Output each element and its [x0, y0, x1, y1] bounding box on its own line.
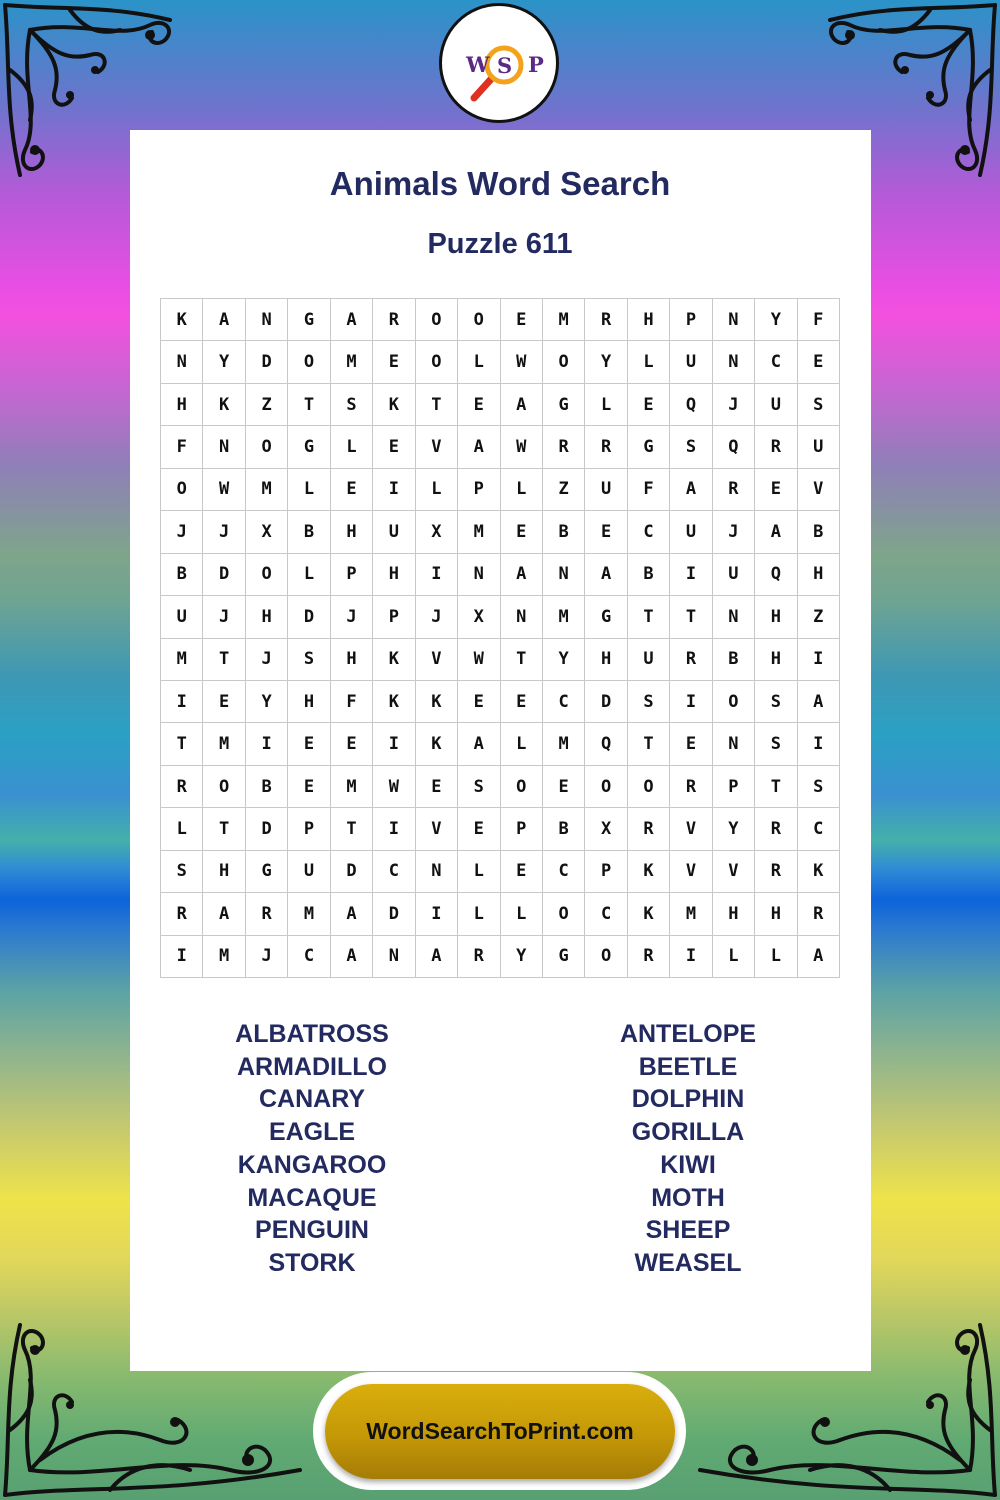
grid-cell[interactable]: S	[331, 384, 373, 426]
grid-cell[interactable]: E	[458, 681, 500, 723]
grid-cell[interactable]: H	[755, 596, 797, 638]
grid-cell[interactable]: I	[670, 554, 712, 596]
grid-cell[interactable]: Z	[246, 384, 288, 426]
grid-cell[interactable]: M	[203, 936, 245, 978]
grid-cell[interactable]: M	[543, 299, 585, 341]
grid-cell[interactable]: H	[755, 639, 797, 681]
grid-cell[interactable]: R	[755, 426, 797, 468]
grid-cell[interactable]: Q	[670, 384, 712, 426]
grid-cell[interactable]: D	[246, 341, 288, 383]
grid-cell[interactable]: E	[288, 723, 330, 765]
grid-cell[interactable]: J	[203, 511, 245, 553]
grid-cell[interactable]: T	[416, 384, 458, 426]
grid-cell[interactable]: M	[670, 893, 712, 935]
grid-cell[interactable]: M	[203, 723, 245, 765]
word-item: BEETLE	[638, 1052, 738, 1081]
grid-cell[interactable]: R	[628, 808, 670, 850]
grid-cell[interactable]: A	[331, 299, 373, 341]
grid-cell[interactable]: C	[798, 808, 840, 850]
grid-cell[interactable]: O	[501, 766, 543, 808]
grid-cell[interactable]: G	[246, 851, 288, 893]
grid-cell[interactable]: O	[543, 341, 585, 383]
grid-cell[interactable]: I	[670, 681, 712, 723]
grid-cell[interactable]: G	[628, 426, 670, 468]
page-title: Animals Word Search	[329, 165, 671, 202]
grid-cell[interactable]: U	[585, 469, 627, 511]
grid-cell[interactable]: R	[755, 808, 797, 850]
grid-cell[interactable]: L	[585, 384, 627, 426]
grid-cell[interactable]: T	[288, 384, 330, 426]
grid-cell[interactable]: P	[373, 596, 415, 638]
grid-cell[interactable]: O	[585, 766, 627, 808]
grid-cell[interactable]: A	[585, 554, 627, 596]
grid-cell[interactable]: M	[458, 511, 500, 553]
grid-cell[interactable]: E	[458, 808, 500, 850]
grid-cell[interactable]: W	[501, 341, 543, 383]
grid-cell[interactable]: F	[331, 681, 373, 723]
grid-cell[interactable]: S	[798, 766, 840, 808]
grid-cell[interactable]: B	[288, 511, 330, 553]
grid-cell[interactable]: R	[161, 766, 203, 808]
grid-cell[interactable]: I	[798, 723, 840, 765]
grid-cell[interactable]: J	[246, 639, 288, 681]
grid-cell[interactable]: B	[628, 554, 670, 596]
grid-cell[interactable]: M	[331, 766, 373, 808]
grid-cell[interactable]: B	[543, 808, 585, 850]
logo-letter-s: S	[497, 53, 513, 78]
grid-cell[interactable]: A	[501, 384, 543, 426]
grid-cell[interactable]: W	[203, 469, 245, 511]
grid-cell[interactable]: Q	[585, 723, 627, 765]
grid-cell[interactable]: M	[543, 596, 585, 638]
grid-cell[interactable]: C	[373, 851, 415, 893]
grid-cell[interactable]: Y	[246, 681, 288, 723]
grid-cell[interactable]: K	[373, 384, 415, 426]
grid-cell[interactable]: Y	[713, 808, 755, 850]
grid-cell[interactable]: K	[416, 723, 458, 765]
wsp-logo[interactable]	[439, 3, 559, 123]
grid-cell[interactable]: O	[458, 299, 500, 341]
word-item: EAGLE	[268, 1118, 356, 1147]
grid-cell[interactable]: O	[585, 936, 627, 978]
word-item: ANTELOPE	[619, 1020, 757, 1048]
grid-cell[interactable]: R	[458, 936, 500, 978]
grid-cell[interactable]: U	[755, 384, 797, 426]
grid-cell[interactable]: D	[246, 808, 288, 850]
grid-cell[interactable]: E	[501, 299, 543, 341]
grid-cell[interactable]: T	[331, 808, 373, 850]
grid-cell[interactable]: T	[628, 596, 670, 638]
grid-cell[interactable]: L	[331, 426, 373, 468]
word-item: WEASEL	[634, 1248, 742, 1277]
grid-cell[interactable]: I	[416, 554, 458, 596]
grid-cell[interactable]: O	[246, 426, 288, 468]
grid-cell[interactable]: O	[161, 469, 203, 511]
grid-cell[interactable]: N	[416, 851, 458, 893]
grid-cell[interactable]: N	[713, 341, 755, 383]
grid-cell[interactable]: P	[501, 808, 543, 850]
grid-cell[interactable]: P	[713, 766, 755, 808]
grid-cell[interactable]: A	[416, 936, 458, 978]
grid-cell[interactable]: Z	[798, 596, 840, 638]
grid-cell[interactable]: B	[246, 766, 288, 808]
grid-cell[interactable]: R	[713, 469, 755, 511]
grid-cell[interactable]: S	[670, 426, 712, 468]
grid-cell[interactable]: H	[331, 639, 373, 681]
magnifier-icon	[442, 6, 556, 120]
grid-cell[interactable]: C	[628, 511, 670, 553]
grid-cell[interactable]: X	[246, 511, 288, 553]
grid-cell[interactable]: S	[161, 851, 203, 893]
grid-cell[interactable]: H	[288, 681, 330, 723]
letter-grid[interactable]	[160, 298, 840, 978]
grid-cell[interactable]: M	[246, 469, 288, 511]
grid-cell[interactable]: C	[288, 936, 330, 978]
grid-cell[interactable]: M	[331, 341, 373, 383]
grid-cell[interactable]: L	[755, 936, 797, 978]
grid-cell[interactable]: U	[288, 851, 330, 893]
grid-cell[interactable]: E	[331, 469, 373, 511]
grid-cell[interactable]: E	[501, 511, 543, 553]
grid-cell[interactable]: L	[288, 469, 330, 511]
word-item: KANGAROO	[237, 1150, 387, 1179]
grid-cell[interactable]: N	[713, 596, 755, 638]
grid-cell[interactable]: A	[203, 299, 245, 341]
grid-cell[interactable]: W	[458, 639, 500, 681]
grid-cell[interactable]: E	[203, 681, 245, 723]
grid-cell[interactable]: P	[331, 554, 373, 596]
grid-cell[interactable]: H	[331, 511, 373, 553]
grid-cell[interactable]: Q	[713, 426, 755, 468]
word-list-left	[162, 1018, 462, 1280]
grid-cell[interactable]: Q	[755, 554, 797, 596]
grid-cell[interactable]: O	[288, 341, 330, 383]
grid-cell[interactable]: R	[585, 299, 627, 341]
grid-cell[interactable]: Y	[585, 341, 627, 383]
grid-cell[interactable]: K	[373, 681, 415, 723]
word-item: ALBATROSS	[235, 1020, 389, 1048]
grid-cell[interactable]: B	[713, 639, 755, 681]
grid-cell[interactable]: A	[501, 554, 543, 596]
grid-cell[interactable]: U	[161, 596, 203, 638]
grid-cell[interactable]: K	[161, 299, 203, 341]
grid-cell[interactable]: E	[501, 681, 543, 723]
grid-cell[interactable]: N	[458, 554, 500, 596]
grid-cell[interactable]: N	[161, 341, 203, 383]
grid-cell[interactable]: V	[713, 851, 755, 893]
grid-cell[interactable]: J	[161, 511, 203, 553]
grid-cell[interactable]: A	[331, 936, 373, 978]
grid-cell[interactable]: B	[161, 554, 203, 596]
grid-cell[interactable]: J	[416, 596, 458, 638]
grid-cell[interactable]: Y	[501, 936, 543, 978]
grid-cell[interactable]: H	[161, 384, 203, 426]
grid-cell[interactable]: O	[416, 299, 458, 341]
grid-cell[interactable]: I	[161, 936, 203, 978]
grid-cell[interactable]: U	[670, 511, 712, 553]
grid-cell[interactable]: R	[585, 426, 627, 468]
grid-cell[interactable]: Y	[203, 341, 245, 383]
grid-cell[interactable]: R	[755, 851, 797, 893]
grid-cell[interactable]: E	[458, 384, 500, 426]
grid-cell[interactable]: S	[288, 639, 330, 681]
grid-cell[interactable]: W	[501, 426, 543, 468]
word-item: MOTH	[651, 1183, 725, 1212]
grid-cell[interactable]: E	[585, 511, 627, 553]
grid-cell[interactable]: M	[543, 723, 585, 765]
site-link-button[interactable]	[325, 1384, 675, 1479]
grid-cell[interactable]: M	[288, 893, 330, 935]
grid-cell[interactable]: I	[798, 639, 840, 681]
grid-cell[interactable]: D	[331, 851, 373, 893]
grid-cell[interactable]: X	[416, 511, 458, 553]
grid-cell[interactable]: T	[203, 808, 245, 850]
grid-cell[interactable]: L	[458, 341, 500, 383]
grid-cell[interactable]: G	[543, 384, 585, 426]
grid-cell[interactable]: K	[798, 851, 840, 893]
grid-cell[interactable]: U	[373, 511, 415, 553]
grid-cell[interactable]: A	[203, 893, 245, 935]
grid-cell[interactable]: T	[203, 639, 245, 681]
grid-cell[interactable]: A	[458, 426, 500, 468]
grid-cell[interactable]: I	[161, 681, 203, 723]
grid-cell[interactable]: P	[585, 851, 627, 893]
grid-cell[interactable]: I	[373, 808, 415, 850]
grid-cell[interactable]: R	[628, 936, 670, 978]
grid-cell[interactable]: U	[670, 341, 712, 383]
grid-cell[interactable]: K	[416, 681, 458, 723]
grid-cell[interactable]: T	[670, 596, 712, 638]
grid-cell[interactable]: S	[755, 723, 797, 765]
grid-cell[interactable]: O	[203, 766, 245, 808]
grid-cell[interactable]: R	[543, 426, 585, 468]
grid-cell[interactable]: L	[501, 893, 543, 935]
grid-cell[interactable]: A	[798, 936, 840, 978]
grid-cell[interactable]: F	[161, 426, 203, 468]
grid-cell[interactable]: H	[203, 851, 245, 893]
grid-cell[interactable]: T	[501, 639, 543, 681]
grid-cell[interactable]: K	[628, 851, 670, 893]
logo-letter-p: P	[528, 52, 544, 77]
grid-cell[interactable]: B	[543, 511, 585, 553]
grid-cell[interactable]: C	[543, 681, 585, 723]
grid-cell[interactable]: I	[373, 469, 415, 511]
grid-cell[interactable]: X	[458, 596, 500, 638]
puzzle-number: Puzzle 611	[427, 228, 573, 260]
grid-cell[interactable]: N	[543, 554, 585, 596]
word-item: CANARY	[258, 1085, 366, 1114]
word-list-right	[538, 1018, 838, 1280]
grid-cell[interactable]: I	[373, 723, 415, 765]
grid-cell[interactable]: W	[373, 766, 415, 808]
grid-cell[interactable]: G	[288, 299, 330, 341]
grid-cell[interactable]: J	[246, 936, 288, 978]
grid-cell[interactable]: H	[628, 299, 670, 341]
grid-cell[interactable]: I	[416, 893, 458, 935]
grid-cell[interactable]: P	[670, 299, 712, 341]
grid-cell[interactable]: N	[713, 723, 755, 765]
grid-cell[interactable]: L	[713, 936, 755, 978]
grid-cell[interactable]: K	[203, 384, 245, 426]
grid-cell[interactable]: L	[458, 893, 500, 935]
grid-cell[interactable]: H	[798, 554, 840, 596]
grid-cell[interactable]: X	[585, 808, 627, 850]
grid-cell[interactable]: S	[755, 681, 797, 723]
grid-cell[interactable]: N	[246, 299, 288, 341]
grid-cell[interactable]: E	[331, 723, 373, 765]
grid-cell[interactable]: G	[543, 936, 585, 978]
grid-cell[interactable]: V	[798, 469, 840, 511]
grid-cell[interactable]: D	[288, 596, 330, 638]
grid-cell[interactable]: S	[458, 766, 500, 808]
grid-cell[interactable]: U	[798, 426, 840, 468]
grid-cell[interactable]: E	[670, 723, 712, 765]
grid-cell[interactable]: N	[203, 426, 245, 468]
grid-cell[interactable]: A	[798, 681, 840, 723]
grid-cell[interactable]: S	[628, 681, 670, 723]
grid-cell[interactable]: Y	[755, 299, 797, 341]
word-item: DOLPHIN	[631, 1085, 745, 1114]
grid-cell[interactable]: E	[373, 426, 415, 468]
grid-cell[interactable]: E	[373, 341, 415, 383]
grid-cell[interactable]: N	[501, 596, 543, 638]
grid-cell[interactable]: G	[288, 426, 330, 468]
grid-cell[interactable]: J	[713, 511, 755, 553]
grid-cell[interactable]: O	[416, 341, 458, 383]
grid-cell[interactable]: E	[288, 766, 330, 808]
grid-cell[interactable]: T	[161, 723, 203, 765]
grid-cell[interactable]: E	[501, 851, 543, 893]
grid-cell[interactable]: I	[246, 723, 288, 765]
grid-cell[interactable]: N	[713, 299, 755, 341]
grid-cell[interactable]: J	[713, 384, 755, 426]
grid-cell[interactable]: A	[331, 893, 373, 935]
grid-cell[interactable]: H	[755, 893, 797, 935]
word-item: SHEEP	[645, 1216, 731, 1245]
grid-cell[interactable]: Z	[543, 469, 585, 511]
grid-cell[interactable]: A	[670, 469, 712, 511]
grid-cell[interactable]: E	[628, 384, 670, 426]
grid-cell[interactable]: Y	[543, 639, 585, 681]
grid-cell[interactable]: A	[755, 511, 797, 553]
word-item: STORK	[268, 1248, 356, 1277]
grid-cell[interactable]: O	[713, 681, 755, 723]
grid-cell[interactable]: L	[501, 723, 543, 765]
grid-cell[interactable]: V	[416, 808, 458, 850]
grid-cell[interactable]: I	[670, 936, 712, 978]
word-item: PENGUIN	[255, 1216, 369, 1245]
word-item: KIWI	[660, 1150, 716, 1179]
grid-cell[interactable]: P	[288, 808, 330, 850]
grid-cell[interactable]: V	[670, 851, 712, 893]
grid-cell[interactable]: V	[416, 426, 458, 468]
grid-cell[interactable]: L	[458, 851, 500, 893]
grid-cell[interactable]: H	[373, 554, 415, 596]
word-item: GORILLA	[631, 1118, 745, 1147]
grid-cell[interactable]: T	[628, 723, 670, 765]
grid-cell[interactable]: R	[373, 299, 415, 341]
grid-cell[interactable]: E	[798, 341, 840, 383]
grid-cell[interactable]: N	[373, 936, 415, 978]
grid-cell[interactable]: T	[755, 766, 797, 808]
grid-cell[interactable]: D	[203, 554, 245, 596]
grid-cell[interactable]: L	[416, 469, 458, 511]
grid-cell[interactable]: V	[416, 639, 458, 681]
grid-cell[interactable]: D	[373, 893, 415, 935]
grid-cell[interactable]: H	[713, 893, 755, 935]
grid-cell[interactable]: C	[543, 851, 585, 893]
site-link-label: WordSearchToPrint.com	[366, 1418, 634, 1444]
grid-cell[interactable]: L	[628, 341, 670, 383]
grid-cell[interactable]: L	[501, 469, 543, 511]
grid-cell[interactable]: K	[373, 639, 415, 681]
grid-cell[interactable]: R	[670, 766, 712, 808]
grid-cell[interactable]: R	[798, 893, 840, 935]
grid-cell[interactable]: G	[585, 596, 627, 638]
grid-cell[interactable]: M	[161, 639, 203, 681]
grid-cell[interactable]: R	[670, 639, 712, 681]
grid-cell[interactable]: L	[288, 554, 330, 596]
grid-cell[interactable]: R	[246, 893, 288, 935]
grid-cell[interactable]: C	[755, 341, 797, 383]
grid-cell[interactable]: K	[628, 893, 670, 935]
grid-cell[interactable]: E	[543, 766, 585, 808]
word-item: MACAQUE	[247, 1183, 377, 1212]
grid-cell[interactable]: U	[628, 639, 670, 681]
grid-cell[interactable]: D	[585, 681, 627, 723]
grid-cell[interactable]: O	[246, 554, 288, 596]
grid-cell[interactable]: O	[628, 766, 670, 808]
grid-cell[interactable]: R	[161, 893, 203, 935]
grid-cell[interactable]: F	[628, 469, 670, 511]
grid-cell[interactable]: P	[458, 469, 500, 511]
grid-cell[interactable]: A	[458, 723, 500, 765]
grid-cell[interactable]: H	[246, 596, 288, 638]
grid-cell[interactable]: O	[543, 893, 585, 935]
grid-cell[interactable]: U	[713, 554, 755, 596]
grid-cell[interactable]: F	[798, 299, 840, 341]
grid-cell[interactable]: L	[161, 808, 203, 850]
logo-letter-w: W	[466, 52, 490, 77]
grid-cell[interactable]: H	[585, 639, 627, 681]
grid-cell[interactable]: J	[203, 596, 245, 638]
grid-cell[interactable]: J	[331, 596, 373, 638]
grid-cell[interactable]: C	[585, 893, 627, 935]
grid-cell[interactable]: B	[798, 511, 840, 553]
grid-cell[interactable]: V	[670, 808, 712, 850]
grid-cell[interactable]: E	[416, 766, 458, 808]
grid-cell[interactable]: S	[798, 384, 840, 426]
word-item: ARMADILLO	[237, 1052, 387, 1081]
grid-cell[interactable]: E	[755, 469, 797, 511]
